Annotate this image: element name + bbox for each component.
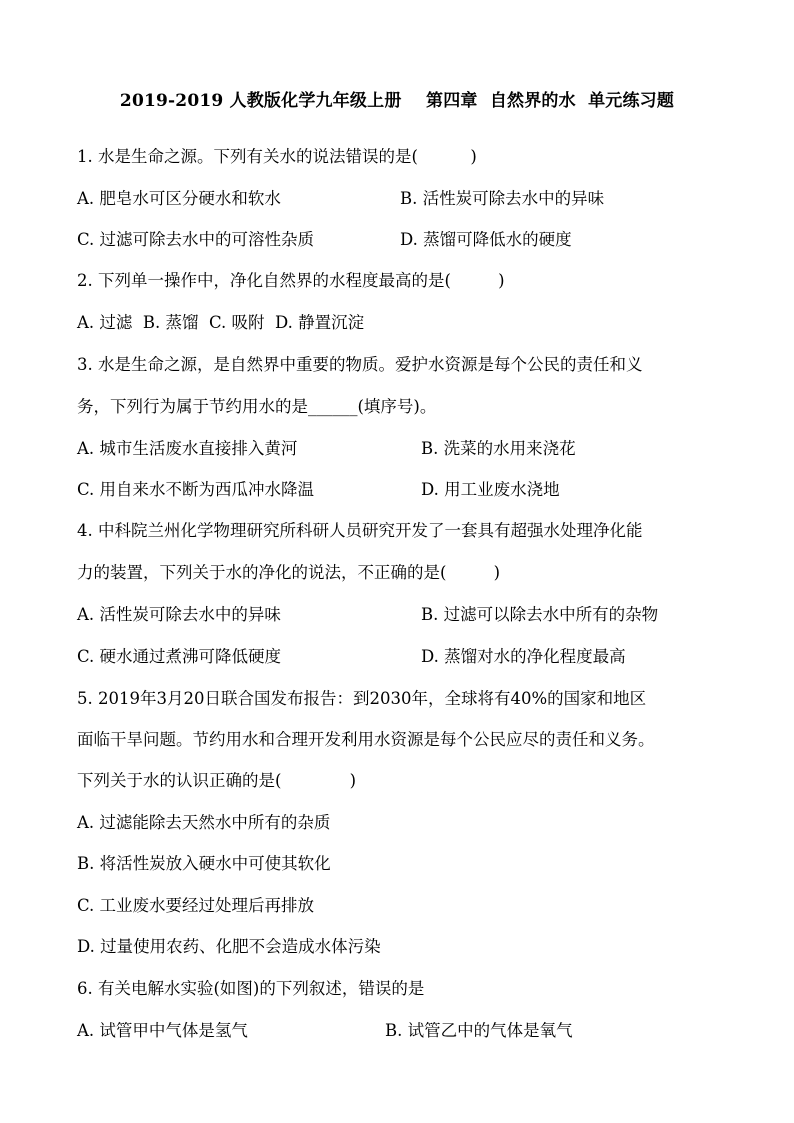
- question-5-stem-line-1: 5. 2019年3月20日联合国发布报告：到2030年，全球将有40%的国家和地区: [77, 689, 647, 708]
- question-6-stem: 6. 有关电解水实验(如图)的下列叙述，错误的是: [77, 979, 425, 998]
- question-3-option-c: C. 用自来水不断为西瓜冲水降温: [77, 480, 315, 499]
- question-2-stem: 2. 下列单一操作中，净化自然界的水程度最高的是( ): [77, 271, 505, 290]
- question-3-option-b: B. 洗菜的水用来浇花: [421, 439, 576, 458]
- question-4-option-d: D. 蒸馏对水的净化程度最高: [421, 647, 626, 666]
- question-4-option-b: B. 过滤可以除去水中所有的杂物: [421, 605, 659, 624]
- question-1-option-b: B. 活性炭可除去水中的异味: [400, 189, 605, 208]
- question-3-option-d: D. 用工业废水浇地: [421, 480, 560, 499]
- question-3-option-a: A. 城市生活废水直接排入黄河: [77, 439, 298, 458]
- question-1-option-d: D. 蒸馏可降低水的硬度: [400, 230, 572, 249]
- question-5-option-b: B. 将活性炭放入硬水中可使其软化: [77, 854, 331, 873]
- question-6-option-b: B. 试管乙中的气体是氧气: [385, 1021, 573, 1040]
- question-5-stem-line-3: 下列关于水的认识正确的是( ): [77, 771, 357, 790]
- question-3-stem-line-2: 务，下列行为属于节约用水的是______(填序号)。: [77, 397, 437, 416]
- question-4-stem-line-2: 力的装置，下列关于水的净化的说法，不正确的是( ): [77, 563, 501, 582]
- question-5-stem-line-2: 面临干旱问题。节约用水和合理开发利用水资源是每个公民应尽的责任和义务。: [77, 730, 655, 749]
- question-5-option-d: D. 过量使用农药、化肥不会造成水体污染: [77, 937, 381, 956]
- question-3-stem-line-1: 3. 水是生命之源，是自然界中重要的物质。爱护水资源是每个公民的责任和义: [77, 355, 643, 374]
- question-1-stem: 1. 水是生命之源。下列有关水的说法错误的是( ): [77, 147, 477, 166]
- question-4-stem-line-1: 4. 中科院兰州化学物理研究所科研人员研究开发了一套具有超强水处理净化能: [77, 521, 643, 540]
- question-1-option-c: C. 过滤可除去水中的可溶性杂质: [77, 230, 315, 249]
- question-2-options: A. 过滤 B. 蒸馏 C. 吸附 D. 静置沉淀: [77, 313, 365, 332]
- question-5-option-c: C. 工业废水要经过处理后再排放: [77, 896, 315, 915]
- question-6-option-a: A. 试管甲中气体是氢气: [77, 1021, 248, 1040]
- page-title: 2019-2019 人教版化学九年级上册 第四章 自然界的水 单元练习题: [119, 91, 675, 111]
- question-4-option-a: A. 活性炭可除去水中的异味: [77, 605, 281, 624]
- question-4-option-c: C. 硬水通过煮沸可降低硬度: [77, 647, 282, 666]
- question-1-option-a: A. 肥皂水可区分硬水和软水: [77, 189, 281, 208]
- question-5-option-a: A. 过滤能除去天然水中所有的杂质: [77, 813, 331, 832]
